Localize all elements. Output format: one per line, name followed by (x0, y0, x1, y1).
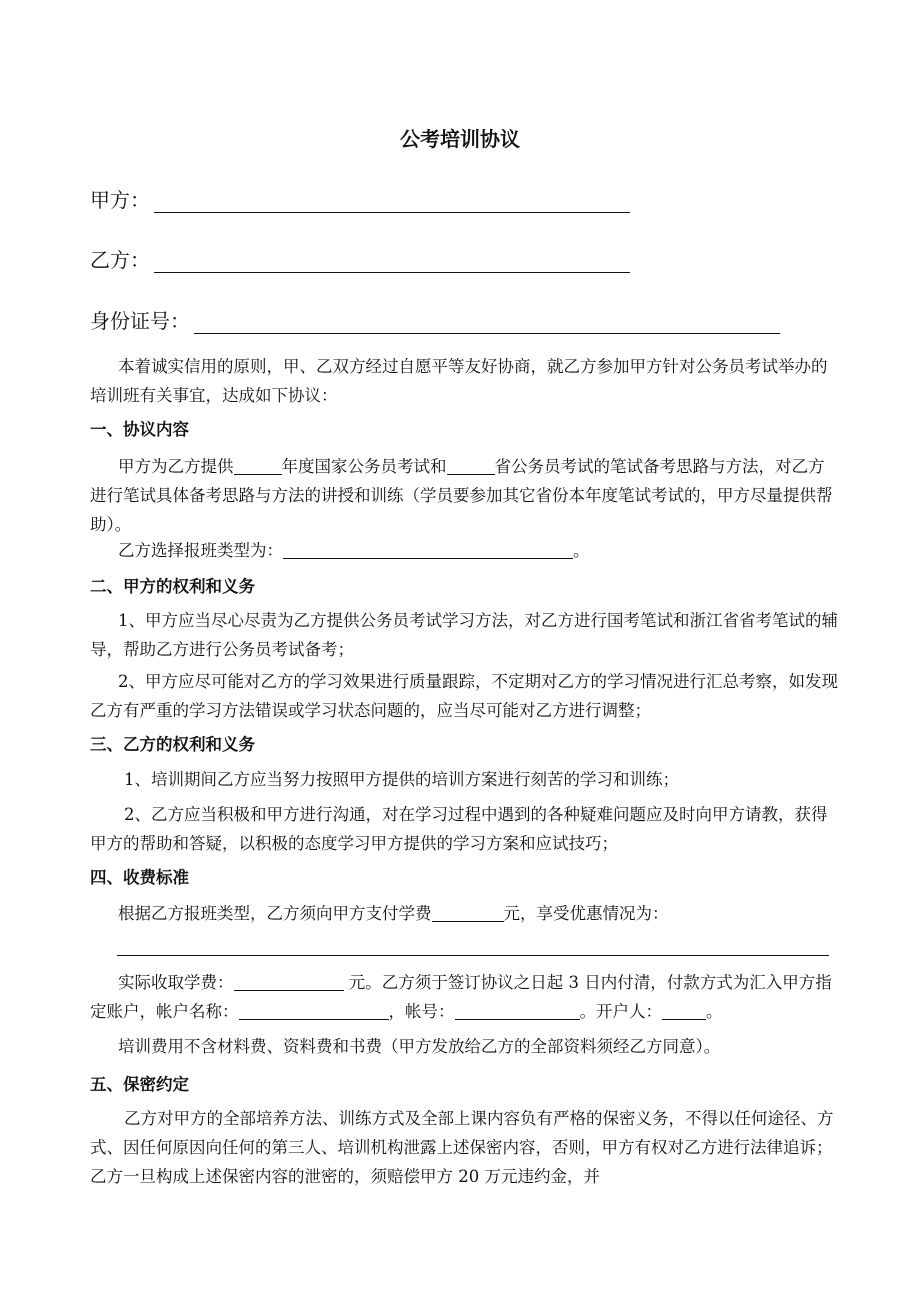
section-4-heading: 四、收费标准 (90, 868, 189, 887)
s4-p2-text-b: 元。乙方须于签订协议之日起 3 日内付清，付款方式为汇入甲方指定账户，帐户名称： (90, 973, 832, 1021)
province-blank (447, 473, 495, 475)
section-1-paragraph-2 (90, 536, 840, 565)
s1-p1-text-c: 省公务员考试的笔试备考思路与方法，对乙方进行笔试具体备考思路与方法的讲授和训练（学员要参加其它省份本年度笔试考试的，甲方尽量提供帮助）。 (90, 457, 833, 534)
account-name-blank (239, 1018, 389, 1020)
s1-p2-text-b: 。 (573, 541, 590, 560)
s4-p2-text-d: 。开户人： (579, 1002, 662, 1021)
class-type-blank (283, 557, 573, 559)
intro-paragraph: 本着诚实信用的原则，甲、乙双方经过自愿平等友好协商，就乙方参加甲方针对公务员考试举办的培训班有关事宜，达成如下协议： (90, 357, 828, 405)
s4-p2-text-c: ，帐号： (388, 1002, 455, 1021)
section-4-paragraph-2 (90, 968, 840, 1026)
s4-p2-text-a: 实际收取学费： (118, 973, 234, 992)
s1-p2-text-a: 乙方选择报班类型为： (118, 541, 283, 560)
account-holder-blank (662, 1018, 706, 1020)
year-blank-1 (234, 473, 282, 475)
section-3-heading: 三、乙方的权利和义务 (90, 735, 255, 754)
id-number-blank (194, 332, 780, 334)
party-a-blank (154, 211, 630, 213)
tuition-blank (432, 920, 504, 922)
s1-p1-text-b: 年度国家公务员考试和 (281, 457, 447, 476)
section-2-paragraph-1: 1、甲方应当尽心尽责为乙方提供公务员考试学习方法，对乙方进行国考笔试和浙江省省考笔试的辅导，帮助乙方进行公务员考试备考； (90, 611, 838, 659)
section-3-paragraph-2: 2、乙方应当积极和甲方进行沟通，对在学习过程中遇到的各种疑难问题应及时向甲方请教，获得甲方的帮助和答疑，以积极的态度学习甲方提供的学习方案和应试技巧； (90, 805, 828, 853)
section-1-heading: 一、协议内容 (90, 420, 189, 439)
actual-fee-blank (234, 989, 344, 991)
party-a-row (90, 184, 630, 213)
section-1-paragraph-1 (90, 452, 840, 539)
section-2-heading: 二、甲方的权利和义务 (90, 577, 255, 596)
section-2-paragraph-2: 2、甲方应尽可能对乙方的学习效果进行质量跟踪，不定期对乙方的学习情况进行汇总考察，如发现乙方有严重的学习方法错误或学习状态问题的，应当尽可能对乙方进行调整； (90, 672, 838, 720)
section-4-paragraph-1 (90, 899, 840, 928)
id-number-label: 身份证号： (90, 309, 190, 333)
discount-blank-line (117, 955, 829, 956)
party-b-blank (154, 271, 630, 273)
party-b-label: 乙方： (90, 248, 150, 272)
section-5-paragraph-1: 乙方对甲方的全部培养方法、训练方式及全部上课内容负有严格的保密义务，不得以任何途径、方式、因任何原因向任何的第三人、培训机构泄露上述保密内容，否则，甲方有权对乙方进行法律追诉；乙方一旦构成上述保密内容的泄密的，须赔偿甲方 20 万元违约金，并 (90, 1109, 834, 1186)
id-number-row (90, 305, 780, 334)
s4-p1-text-b: 元，享受优惠情况为： (503, 904, 669, 923)
section-3-paragraph-1: 1、培训期间乙方应当努力按照甲方提供的培训方案进行刻苦的学习和训练； (124, 770, 679, 789)
party-a-label: 甲方： (90, 188, 150, 212)
section-4-paragraph-3: 培训费用不含材料费、资料费和书费（甲方发放给乙方的全部资料须经乙方同意）。 (118, 1037, 721, 1056)
document-title: 公考培训协议 (400, 127, 520, 151)
s4-p2-text-e: 。 (706, 1002, 723, 1021)
s4-p1-text-a: 根据乙方报班类型，乙方须向甲方支付学费 (118, 904, 432, 923)
s1-p1-text-a: 甲方为乙方提供 (118, 457, 234, 476)
party-b-row (90, 244, 630, 273)
section-5-heading: 五、保密约定 (90, 1075, 189, 1094)
account-number-blank (455, 1018, 580, 1020)
